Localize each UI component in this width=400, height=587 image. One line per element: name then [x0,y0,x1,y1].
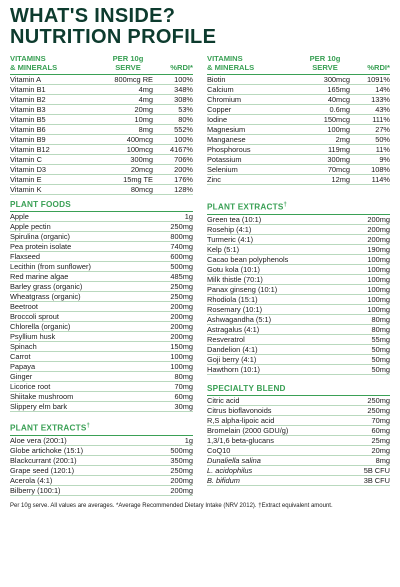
vitamins-left-row [10,115,193,125]
item-name: Kelp (5:1) [207,244,240,254]
item-name: Potassium [207,155,242,164]
item-rdi: 9% [379,155,390,164]
plant-extracts-right-row [207,245,390,255]
item-amount: 100mg [367,254,390,264]
specialty-blend-heading: SPECIALTY BLEND [207,384,390,396]
item-amount: 60mg [371,425,390,435]
item-amount: 740mg [170,242,193,251]
plant-extracts-left-row [10,486,193,496]
item-amount: 8mg [138,125,153,134]
item-name: Beetroot [10,302,38,311]
item-rdi: 114% [371,175,390,184]
item-amount: 2mg [335,135,350,144]
plant-foods-row [10,222,193,232]
vitamins-right-row [207,135,390,145]
item-name: Bromelain (2000 GDU/g) [207,425,289,435]
item-amount: 80mg [371,314,390,324]
item-name: B. bifidum [207,475,240,485]
plant-extracts-right-list [207,215,390,375]
header-minerals: & MINERALS [10,63,58,72]
vitamins-header-left [10,54,193,75]
plant-foods-row [10,312,193,322]
item-amount: 200mg [367,224,390,234]
item-rdi: 100% [174,75,193,84]
item-name: Grape seed (120:1) [10,465,75,475]
plant-foods-row [10,232,193,242]
vitamins-right-row [207,85,390,95]
item-name: Copper [207,105,232,114]
item-amount: 100mg [367,304,390,314]
item-amount: 3B CFU [363,475,390,485]
vitamins-section [10,54,390,195]
ingredients-left-column [10,195,193,496]
item-name: Ginger [10,372,33,381]
footnote: Per 10g serve. All values are averages. *Average Recommended Dietary Intake (NRV 2012). †Extract equivalent amount. [10,502,333,509]
header-per10g: PER 10g [309,54,341,63]
vitamins-right-row [207,95,390,105]
item-amount: 800mg [170,232,193,241]
vitamins-left-row [10,85,193,95]
item-rdi: 200% [174,165,193,174]
item-amount: 10mg [134,115,153,124]
item-name: Hawthorn (10:1) [207,364,260,374]
header-rdi: %RDI* [367,63,390,72]
item-name: Vitamin A [10,75,42,84]
item-amount: 30mg [174,402,193,411]
item-name: Iodine [207,115,228,124]
item-amount: 20mg [134,105,153,114]
vitamins-left-row [10,105,193,115]
item-amount: 12mg [331,175,350,184]
item-name: Selenium [207,165,238,174]
item-name: Dunaliella salina [207,455,261,465]
specialty-blend-row [207,476,390,486]
specialty-blend-row [207,426,390,436]
item-amount: 500mg [170,445,193,455]
item-amount: 70mcg [327,165,350,174]
item-name: Bilberry (100:1) [10,485,61,495]
item-name: Zinc [207,175,221,184]
plant-foods-row [10,242,193,252]
item-amount: 60mg [174,392,193,401]
item-name: Vitamin C [10,155,42,164]
plant-foods-row [10,262,193,272]
item-rdi: 108% [371,165,390,174]
page-title [10,6,390,48]
vitamins-left-row [10,125,193,135]
vitamins-right-row [207,125,390,135]
item-rdi: 27% [375,125,390,134]
item-name: Spirulina (organic) [10,232,70,241]
item-name: Vitamin E [10,175,42,184]
item-name: Citrus bioflavonoids [207,405,272,415]
item-amount: 165mg [327,85,350,94]
item-name: Rosemary (10:1) [207,304,263,314]
vitamins-header-right [207,54,390,75]
plant-foods-heading: PLANT FOODS [10,200,193,212]
item-amount: 300mg [327,155,350,164]
item-amount: 485mg [170,272,193,281]
item-name: Slippery elm bark [10,402,68,411]
item-amount: 0.6mg [329,105,350,114]
header-serve: SERVE [312,63,338,72]
item-name: Wheatgrass (organic) [10,292,81,301]
plant-extracts-left-row [10,456,193,466]
plant-foods-row [10,212,193,222]
nutrition-page [10,0,390,510]
item-name: Acerola (4:1) [10,475,53,485]
item-name: Vitamin B9 [10,135,46,144]
ingredients-section [10,195,390,496]
item-name: Goji berry (4:1) [207,354,257,364]
plant-foods-row [10,362,193,372]
plant-foods-row [10,282,193,292]
vitamins-right-row [207,165,390,175]
vitamins-right-row [207,145,390,155]
header-vitamins: VITAMINS [10,54,46,63]
vitamins-right-column [207,54,390,195]
header-minerals: & MINERALS [207,63,255,72]
item-name: Ashwagandha (5:1) [207,314,272,324]
item-amount: 100mg [367,294,390,304]
specialty-blend-list [207,396,390,486]
plant-extracts-right-row [207,235,390,245]
item-name: Lecithin (from sunflower) [10,262,91,271]
item-amount: 200mg [170,332,193,341]
plant-extracts-right-row [207,285,390,295]
title-line-1: WHAT'S INSIDE? [10,5,176,27]
item-rdi: 4167% [169,145,193,154]
plant-foods-row [10,272,193,282]
plant-foods-row [10,252,193,262]
plant-extracts-right-row [207,225,390,235]
item-rdi: 53% [178,105,193,114]
vitamins-left-row [10,95,193,105]
vitamins-left-row [10,175,193,185]
item-amount: 70mg [371,415,390,425]
specialty-blend-row [207,456,390,466]
item-amount: 5B CFU [363,465,390,475]
plant-extracts-right-row [207,345,390,355]
item-name: Spinach [10,342,37,351]
plant-extracts-right-row [207,295,390,305]
item-name: Astragalus (4:1) [207,324,260,334]
item-amount: 100mg [367,264,390,274]
item-amount: 70mg [174,382,193,391]
item-rdi: 50% [375,135,390,144]
item-amount: 200mg [170,312,193,321]
item-amount: 1g [184,435,193,445]
plant-foods-row [10,392,193,402]
plant-foods-row [10,352,193,362]
item-amount: 100mg [170,362,193,371]
vitamins-left-row [10,75,193,85]
item-name: Biotin [207,75,226,84]
item-name: Carrot [10,352,31,361]
item-amount: 250mg [170,282,193,291]
item-amount: 40mcg [327,95,350,104]
item-name: Aloe vera (200:1) [10,435,67,445]
specialty-blend-row [207,466,390,476]
title-line-2: NUTRITION PROFILE [10,26,217,48]
plant-extracts-left-list [10,436,193,496]
item-rdi: 348% [174,85,193,94]
item-name: L. acidophilus [207,465,253,475]
item-name: Blackcurrant (200:1) [10,455,77,465]
plant-foods-row [10,372,193,382]
plant-extracts-right-row [207,255,390,265]
item-amount: 100mg [367,284,390,294]
item-name: Barley grass (organic) [10,282,83,291]
item-name: Psyllium husk [10,332,56,341]
item-amount: 800mcg RE [114,75,153,84]
item-rdi: 176% [174,175,193,184]
item-name: Papaya [10,362,36,371]
item-name: 1,3/1,6 beta-glucans [207,435,274,445]
item-name: Red marine algae [10,272,69,281]
vitamins-left-row [10,145,193,155]
item-rdi: 128% [174,185,193,194]
specialty-blend-row [207,396,390,406]
item-name: Phosphorous [207,145,251,154]
item-name: Broccoli sprout [10,312,59,321]
item-name: Vitamin D3 [10,165,47,174]
item-amount: 100mg [170,352,193,361]
item-amount: 80mg [174,372,193,381]
item-amount: 8mg [375,455,390,465]
plant-foods-row [10,322,193,332]
plant-extracts-left-row [10,446,193,456]
item-amount: 200mg [367,234,390,244]
plant-foods-row [10,332,193,342]
item-amount: 20mg [371,445,390,455]
item-name: Vitamin B2 [10,95,46,104]
item-name: Vitamin B1 [10,85,46,94]
item-amount: 250mg [170,465,193,475]
item-amount: 100mcg [126,145,153,154]
item-name: Gotu kola (10:1) [207,264,260,274]
item-amount: 50mg [371,354,390,364]
item-name: Vitamin B3 [10,105,46,114]
item-name: Calcium [207,85,234,94]
header-per10g: PER 10g [112,54,144,63]
item-amount: 200mg [170,302,193,311]
item-amount: 250mg [170,292,193,301]
item-name: Dandelion (4:1) [207,344,258,354]
item-amount: 150mcg [323,115,350,124]
item-rdi: 706% [174,155,193,164]
vitamins-left-row [10,135,193,145]
plant-extracts-right-row [207,365,390,375]
item-rdi: 133% [371,95,390,104]
item-amount: 50mg [371,344,390,354]
item-name: Manganese [207,135,246,144]
item-name: Pea protein isolate [10,242,72,251]
item-name: Vitamin B6 [10,125,46,134]
item-name: Vitamin B12 [10,145,50,154]
item-amount: 200mg [170,475,193,485]
item-rdi: 308% [174,95,193,104]
item-amount: 500mg [170,262,193,271]
item-amount: 4mg [138,95,153,104]
plant-foods-row [10,292,193,302]
plant-extracts-left-row [10,476,193,486]
specialty-blend-row [207,446,390,456]
plant-extracts-right-row [207,275,390,285]
item-rdi: 80% [178,115,193,124]
plant-extracts-left-row [10,466,193,476]
vitamins-right-row [207,175,390,185]
item-name: Vitamin B5 [10,115,46,124]
plant-extracts-heading-left: PLANT EXTRACTS† [10,421,193,436]
item-amount: 100mg [327,125,350,134]
vitamins-right-row [207,105,390,115]
item-name: Turmeric (4:1) [207,234,254,244]
item-rdi: 552% [174,125,193,134]
item-name: Vitamin K [10,185,42,194]
item-rdi: 11% [375,145,390,154]
item-amount: 100mg [367,274,390,284]
item-name: Milk thistle (70:1) [207,274,263,284]
item-name: Resveratrol [207,334,245,344]
item-rdi: 111% [372,115,390,124]
item-name: Flaxseed [10,252,40,261]
item-name: Licorice root [10,382,51,391]
item-amount: 4mg [138,85,153,94]
item-amount: 25mg [371,435,390,445]
item-name: Citric acid [207,395,240,405]
plant-extracts-left-row [10,436,193,446]
item-name: Apple pectin [10,222,51,231]
item-name: Rhodiola (15:1) [207,294,258,304]
item-amount: 200mg [170,485,193,495]
plant-extracts-right-row [207,305,390,315]
item-amount: 50mg [371,364,390,374]
vitamins-left-row [10,165,193,175]
item-name: Rosehip (4:1) [207,224,252,234]
item-amount: 190mg [367,244,390,254]
item-amount: 200mg [170,322,193,331]
item-name: Shiitake mushroom [10,392,74,401]
item-name: Chromium [207,95,242,104]
item-amount: 350mg [170,455,193,465]
item-rdi: 1091% [366,75,390,84]
item-amount: 250mg [367,405,390,415]
item-amount: 600mg [170,252,193,261]
plant-extracts-right-row [207,335,390,345]
item-amount: 250mg [367,395,390,405]
specialty-blend-row [207,436,390,446]
item-amount: 119mg [327,145,350,154]
item-name: Cacao bean polyphenols [207,254,289,264]
item-name: CoQ10 [207,445,231,455]
vitamins-right-row [207,115,390,125]
plant-foods-row [10,402,193,412]
item-name: Globe artichoke (15:1) [10,445,84,455]
ingredients-right-column [207,195,390,496]
item-rdi: 43% [375,105,390,114]
vitamins-right-list [207,75,390,185]
item-name: Green tea (10:1) [207,214,262,224]
item-name: Apple [10,212,29,221]
plant-extracts-right-row [207,325,390,335]
item-rdi: 14% [375,85,390,94]
plant-extracts-right-row [207,265,390,275]
item-amount: 250mg [170,222,193,231]
plant-extracts-right-row [207,315,390,325]
item-name: Magnesium [207,125,246,134]
vitamins-right-row [207,75,390,85]
item-rdi: 100% [174,135,193,144]
vitamins-left-column [10,54,193,195]
plant-extracts-right-row [207,215,390,225]
item-amount: 80mg [371,324,390,334]
vitamins-left-row [10,155,193,165]
plant-foods-row [10,302,193,312]
specialty-blend-row [207,416,390,426]
item-name: Panax ginseng (10:1) [207,284,278,294]
plant-extracts-heading-right: PLANT EXTRACTS† [207,200,390,215]
vitamins-left-list [10,75,193,195]
item-amount: 300mcg [323,75,350,84]
header-rdi: %RDI* [170,63,193,72]
item-amount: 150mg [170,342,193,351]
header-vitamins: VITAMINS [207,54,243,63]
item-amount: 55mg [371,334,390,344]
item-amount: 80mcg [130,185,153,194]
vitamins-left-row [10,185,193,195]
item-amount: 200mg [367,214,390,224]
item-amount: 1g [184,212,193,221]
header-serve: SERVE [115,63,141,72]
plant-foods-list [10,212,193,412]
item-name: R,S alpha-lipoic acid [207,415,275,425]
vitamins-right-row [207,155,390,165]
item-name: Chlorella (organic) [10,322,71,331]
plant-foods-row [10,382,193,392]
specialty-blend-row [207,406,390,416]
plant-extracts-right-row [207,355,390,365]
item-amount: 300mg [130,155,153,164]
item-amount: 400mcg [126,135,153,144]
item-amount: 15mg TE [123,175,153,184]
plant-foods-row [10,342,193,352]
item-amount: 20mcg [130,165,153,174]
